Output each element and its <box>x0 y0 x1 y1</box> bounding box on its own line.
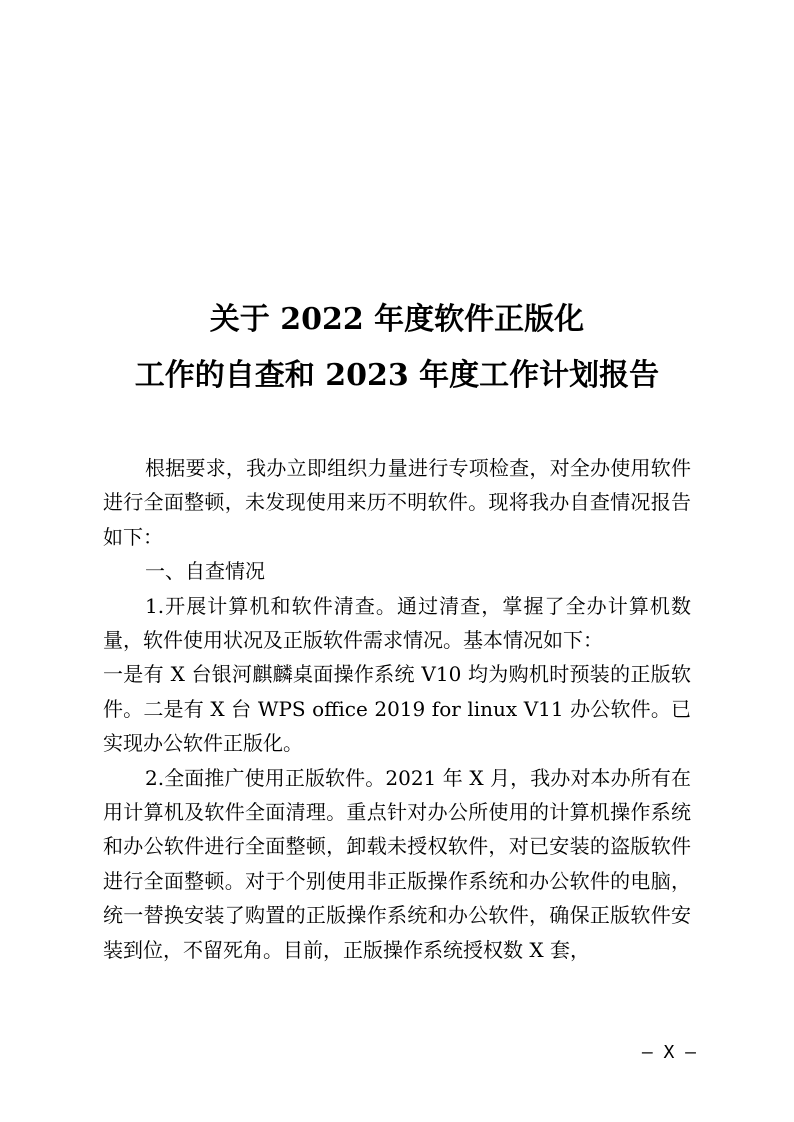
page-number: — X — <box>641 1042 696 1063</box>
document-body <box>103 451 691 967</box>
document-title-line-1: 关于 2022 年度软件正版化 <box>209 302 585 337</box>
item-1-detail-paragraph: 一是有 X 台银河麒麟桌面操作系统 V10 均为购机时预装的正版软件。二是有 X 台 WPS office 2019 for linux V11 办公软件。已实现办公软件正版化。 <box>103 662 691 756</box>
document-title-line-2: 工作的自查和 2023 年度工作计划报告 <box>134 358 660 393</box>
section-heading: 一、自查情况 <box>145 559 265 584</box>
item-1-paragraph: 1.开展计算机和软件清查。通过清查，掌握了全办计算机数量，软件使用状况及正版软件需求情况。基本情况如下： <box>103 593 691 653</box>
item-2-paragraph: 2.全面推广使用正版软件。2021 年 X 月，我办对本办所有在用计算机及软件全面清理。重点针对办公所使用的计算机操作系统和办公软件进行全面整顿，卸载未授权软件，对已安装的盗版软件进行全面整顿。对于个别使用非正版操作系统和办公软件的电脑，统一替换安装了购置的正版操作系统和办公软件，确保正版软件安装到位，不留死角。目前，正版操作系统授权数 X 套， <box>103 765 691 962</box>
intro-paragraph: 根据要求，我办立即组织力量进行专项检查，对全办使用软件进行全面整顿，未发现使用来历不明软件。现将我办自查情况报告如下： <box>103 456 691 549</box>
